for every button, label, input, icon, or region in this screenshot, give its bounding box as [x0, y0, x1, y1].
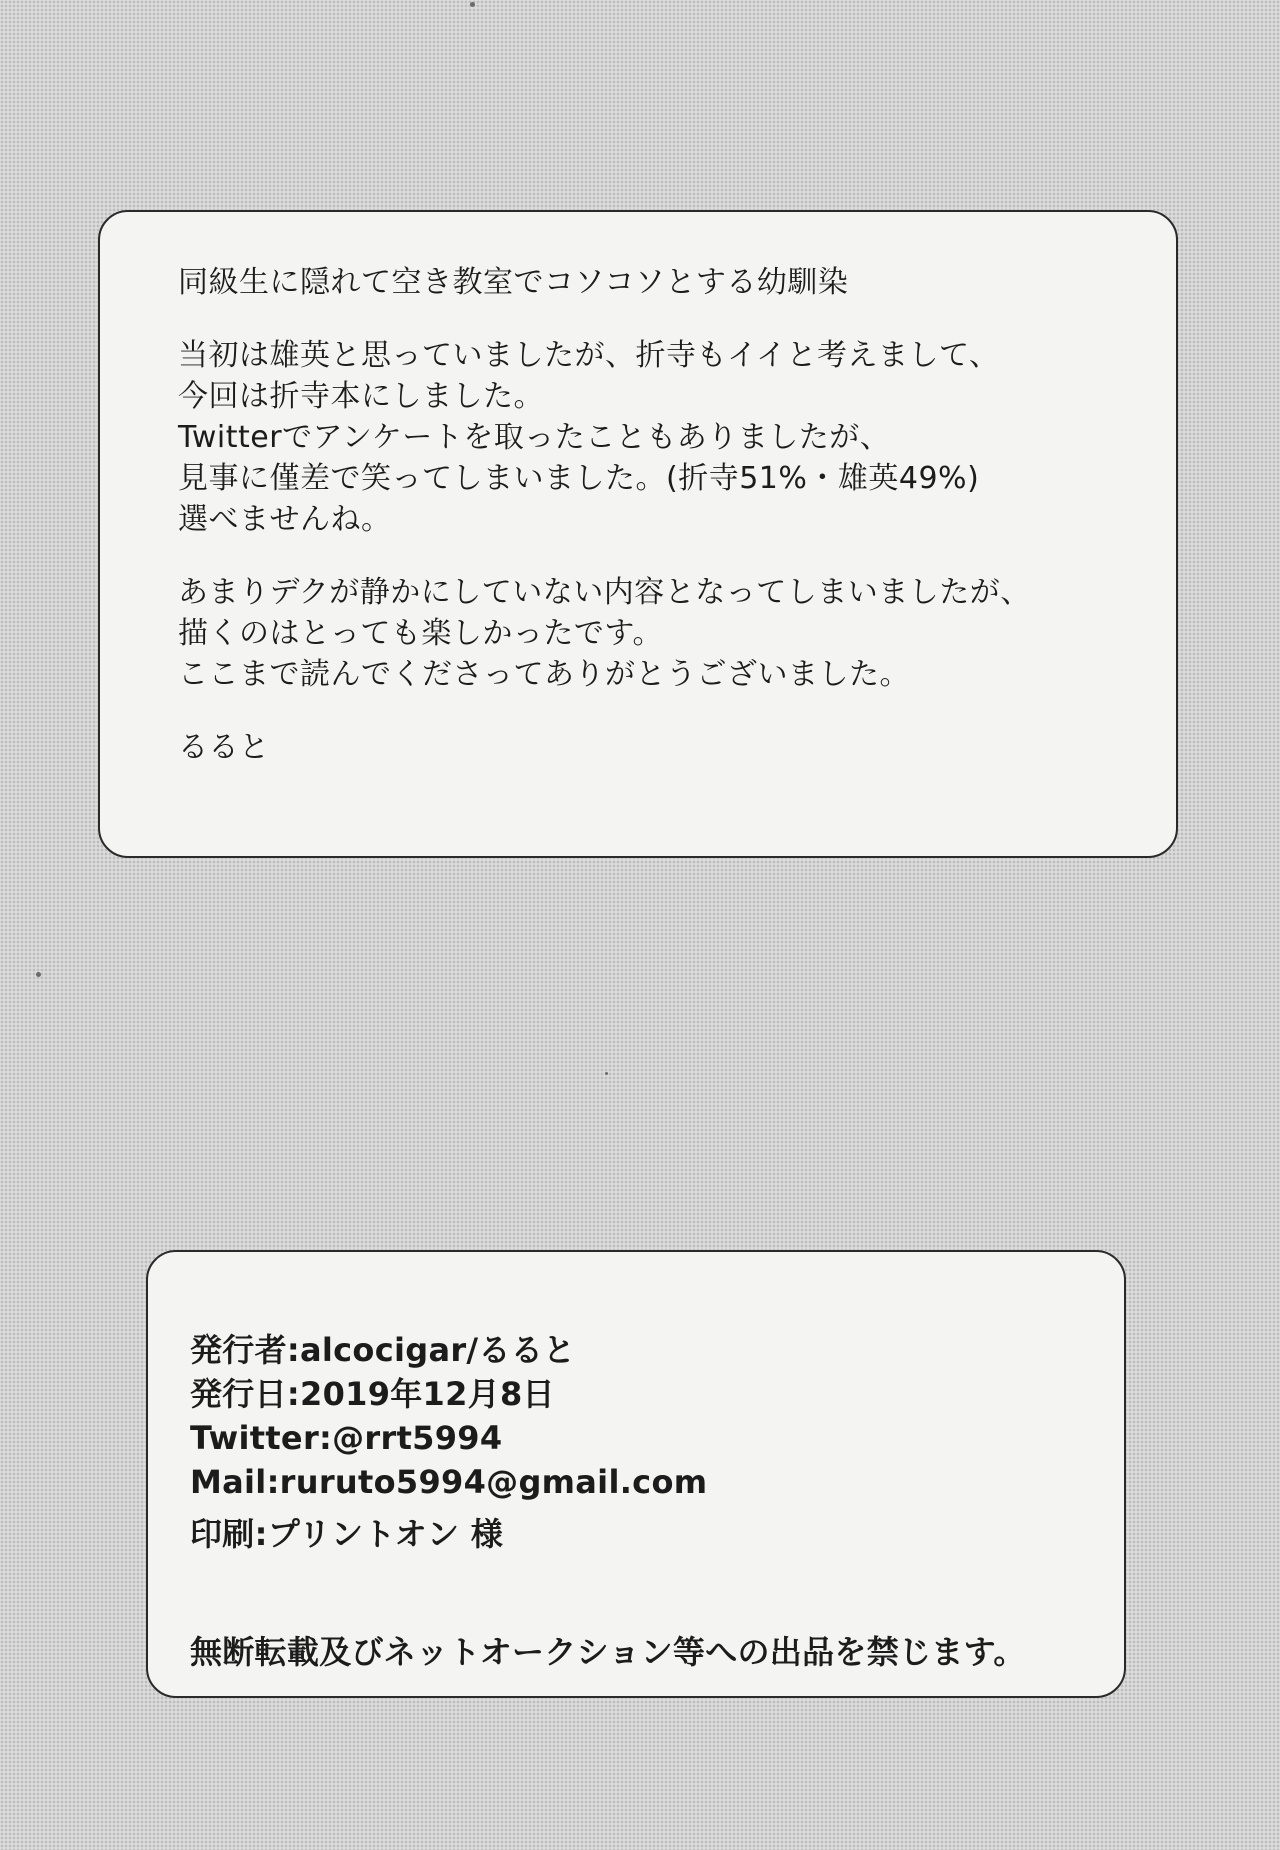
publisher-line: 発行者:alcocigar/るると: [190, 1331, 576, 1369]
scan-speck: [470, 2, 475, 7]
colophon-box: [146, 1250, 1126, 1698]
mail-line: Mail:ruruto5994@gmail.com: [190, 1463, 708, 1501]
reproduction-notice: 無断転載及びネットオークション等への出品を禁じます。: [190, 1633, 1026, 1671]
printer-line: 印刷:プリントオン 様: [190, 1515, 503, 1553]
afterword-line: 描くのはとっても楽しかったです。: [178, 616, 663, 651]
author-signature: るると: [178, 730, 270, 765]
afterword-line: 当初は雄英と思っていましたが、折寺もイイと考えまして、: [178, 338, 1000, 373]
afterword-line: ここまで読んでくださってありがとうございました。: [178, 657, 910, 692]
afterword-line: 今回は折寺本にしました。: [178, 379, 544, 414]
twitter-line: Twitter:@rrt5994: [190, 1419, 503, 1457]
afterword-line: 見事に僅差で笑ってしまいました。(折寺51%・雄英49%): [178, 461, 980, 496]
afterword-line: あまりデクが静かにしていない内容となってしまいましたが、: [178, 575, 1031, 610]
afterword-line: Twitterでアンケートを取ったこともありましたが、: [178, 420, 891, 455]
afterword-title: 同級生に隠れて空き教室でコソコソとする幼馴染: [178, 265, 849, 300]
scan-speck: [605, 1072, 608, 1075]
scan-speck: [36, 972, 41, 977]
publish-date-line: 発行日:2019年12月8日: [190, 1375, 555, 1413]
afterword-line: 選べませんね。: [178, 502, 392, 537]
afterword-box: [98, 210, 1178, 858]
